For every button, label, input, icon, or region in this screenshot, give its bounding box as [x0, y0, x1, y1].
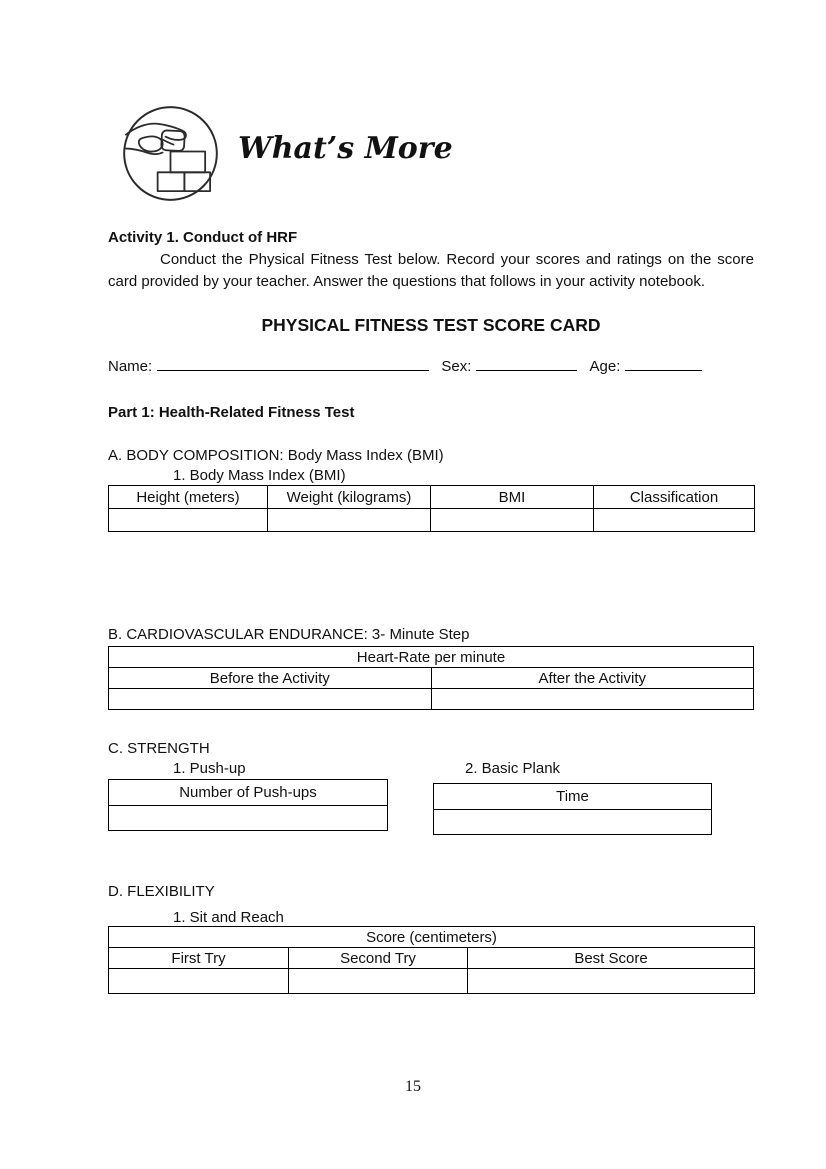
sex-field[interactable] [476, 356, 577, 371]
section-b-heading: B. CARDIOVASCULAR ENDURANCE: 3- Minute Step [108, 626, 470, 643]
age-label: Age: [589, 358, 621, 375]
section-d-heading: D. FLEXIBILITY [108, 883, 215, 900]
age-field[interactable] [625, 356, 702, 371]
col-header-after-activity: After the Activity [431, 668, 754, 689]
before-activity-input-cell[interactable] [109, 689, 432, 710]
bmi-table [108, 485, 755, 532]
strength-tables-row [108, 759, 754, 835]
section-c-heading: C. STRENGTH [108, 740, 210, 757]
heart-rate-span-header: Heart-Rate per minute [109, 647, 754, 668]
activity-instructions: Conduct the Physical Fitness Test below. Record your scores and ratings on the score card provided by your teacher. Answer the questions that follows in your activity notebook. [108, 251, 754, 290]
first-try-input-cell[interactable] [109, 969, 289, 994]
score-card-title: PHYSICAL FITNESS TEST SCORE CARD [261, 315, 601, 335]
col-header-time: Time [434, 784, 712, 810]
col-header-before-activity: Before the Activity [109, 668, 432, 689]
col-header-height: Height (meters) [109, 486, 268, 509]
col-header-first-try: First Try [109, 948, 289, 969]
classification-input-cell[interactable] [594, 509, 755, 532]
second-try-input-cell[interactable] [289, 969, 468, 994]
weight-input-cell[interactable] [268, 509, 431, 532]
col-header-best-score: Best Score [468, 948, 755, 969]
pushup-item-label: 1. Push-up [173, 760, 246, 777]
plank-time-input-cell[interactable] [434, 810, 712, 835]
activity-heading: Activity 1. Conduct of HRF [108, 229, 298, 246]
name-sex-age-line [108, 356, 754, 377]
section-d-item: 1. Sit and Reach [173, 909, 284, 926]
pushup-column [108, 759, 388, 831]
col-header-weight: Weight (kilograms) [268, 486, 431, 509]
col-header-second-try: Second Try [289, 948, 468, 969]
page-title: What’s More [238, 131, 453, 166]
col-header-classification: Classification [594, 486, 755, 509]
step-test-table [108, 646, 754, 710]
col-header-bmi: BMI [431, 486, 594, 509]
part1-heading: Part 1: Health-Related Fitness Test [108, 404, 355, 421]
bmi-input-cell[interactable] [431, 509, 594, 532]
sex-label: Sex: [441, 358, 472, 375]
after-activity-input-cell[interactable] [431, 689, 754, 710]
plank-column [433, 759, 712, 835]
name-label: Name: [108, 358, 153, 375]
hand-stacking-blocks-icon [121, 104, 220, 203]
name-field[interactable] [157, 356, 429, 371]
page-number: 15 [405, 1078, 421, 1095]
pushups-input-cell[interactable] [109, 806, 388, 831]
col-header-number-of-pushups: Number of Push-ups [109, 780, 388, 806]
section-a-heading: A. BODY COMPOSITION: Body Mass Index (BMI) [108, 447, 444, 464]
plank-table [433, 783, 712, 835]
height-input-cell[interactable] [109, 509, 268, 532]
pushup-table [108, 779, 388, 831]
plank-item-label: 2. Basic Plank [465, 760, 561, 777]
score-cm-span-header: Score (centimeters) [109, 927, 755, 948]
section-a-item: 1. Body Mass Index (BMI) [173, 467, 346, 484]
sit-and-reach-table [108, 926, 755, 994]
best-score-input-cell[interactable] [468, 969, 755, 994]
whats-more-header [121, 103, 754, 203]
